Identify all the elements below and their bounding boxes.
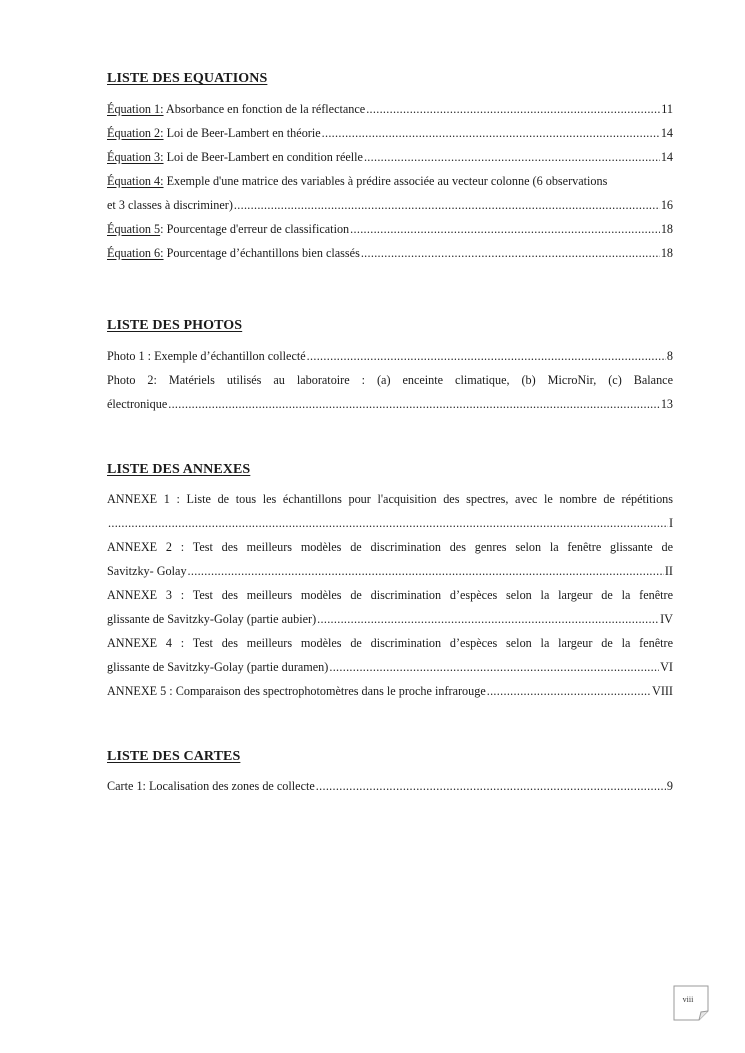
equation-entry-5[interactable] — [107, 218, 673, 241]
photo-text: Photo 2: Matériels utilisés au laboratoire : (a) enceinte climatique, (b) MicroNir, (c) Balance — [107, 373, 673, 387]
annexe-text: ANNEXE 1 : Liste de tous les échantillons pour l'acquisition des spectres, avec le nombre de répétitions — [107, 492, 673, 506]
leader-dots — [108, 512, 668, 535]
equation-entry-6[interactable] — [107, 242, 673, 265]
equation-label: Équation 5 — [107, 222, 161, 236]
page-ref: 18 — [660, 246, 673, 260]
page-ref: VI — [660, 660, 673, 674]
annexe-entry-1[interactable] — [107, 488, 673, 535]
photo-text: Photo 1 : Exemple d’échantillon collecté — [107, 349, 306, 363]
leader-dots — [188, 560, 664, 583]
equation-entry-1[interactable] — [107, 98, 673, 121]
cartes-heading: LISTE DES CARTES — [107, 749, 241, 764]
page-ref: 9 — [666, 779, 673, 793]
leader-dots — [366, 98, 660, 121]
annexe-text-continued: Savitzky- Golay — [107, 564, 187, 578]
equation-text: : Pourcentage d'erreur de classification — [160, 222, 350, 236]
equation-label: Équation 1: — [107, 102, 164, 116]
annexe-text: ANNEXE 2 : Test des meilleurs modèles de discrimination des genres selon la fenêtre glissante de — [107, 540, 673, 554]
equation-text: Exemple d'une matrice des variables à prédire associée au vecteur colonne (6 observations — [163, 174, 608, 188]
photo-entry-2[interactable] — [107, 369, 673, 416]
leader-dots — [487, 680, 651, 703]
leader-dots — [364, 146, 660, 169]
equation-text: Loi de Beer-Lambert en théorie — [163, 126, 321, 140]
annexe-text: ANNEXE 3 : Test des meilleurs modèles de discrimination d’espèces selon la largeur de la fenêtre — [107, 588, 673, 602]
carte-text: Carte 1: Localisation des zones de collecte — [107, 779, 315, 793]
page-ref: 11 — [661, 102, 673, 116]
page-ref: II — [664, 564, 673, 578]
page-ref: 8 — [666, 349, 673, 363]
equation-text-continued: et 3 classes à discriminer) — [107, 198, 233, 212]
equation-label: Équation 2: — [107, 126, 164, 140]
page-ref: 14 — [660, 150, 673, 164]
photo-entry-1[interactable] — [107, 345, 673, 368]
annexe-entry-2[interactable] — [107, 536, 673, 583]
annexe-text-continued: glissante de Savitzky-Golay (partie aubier) — [107, 612, 317, 626]
leader-dots — [322, 122, 660, 145]
equation-label: Équation 3: — [107, 150, 164, 164]
equation-entry-2[interactable] — [107, 122, 673, 145]
leader-dots — [329, 656, 659, 679]
equation-entry-3[interactable] — [107, 146, 673, 169]
annexe-entry-5[interactable] — [107, 680, 673, 703]
leader-dots — [307, 345, 666, 368]
photo-text-continued: électronique — [107, 397, 168, 411]
leader-dots — [168, 393, 660, 416]
equation-label: Équation 6: — [107, 246, 164, 260]
page-ref: I — [668, 516, 673, 530]
page-ref: VIII — [652, 684, 673, 698]
leader-dots — [316, 775, 666, 798]
page-ref: 13 — [660, 397, 673, 411]
page-number: viii — [682, 995, 694, 1004]
leader-dots — [350, 218, 660, 241]
page-ref: 16 — [660, 198, 673, 212]
leader-dots — [361, 242, 660, 265]
page-ref: 14 — [660, 126, 673, 140]
annexe-text: ANNEXE 5 : Comparaison des spectrophotomètres dans le proche infrarouge — [107, 684, 486, 698]
page-number-box — [673, 985, 709, 1021]
annexe-entry-3[interactable] — [107, 584, 673, 631]
carte-entry-1[interactable] — [107, 775, 673, 798]
leader-dots — [317, 608, 659, 631]
equation-entry-4[interactable] — [107, 170, 673, 217]
leader-dots — [234, 194, 660, 217]
page-ref: IV — [660, 612, 673, 626]
annexe-text: ANNEXE 4 : Test des meilleurs modèles de discrimination d’espèces selon la largeur de la fenêtre — [107, 636, 673, 650]
annexe-entry-4[interactable] — [107, 632, 673, 679]
page-ref: 18 — [660, 222, 673, 236]
annexes-heading: LISTE DES ANNEXES — [107, 462, 251, 477]
photos-heading: LISTE DES PHOTOS — [107, 318, 243, 333]
equations-heading: LISTE DES EQUATIONS — [107, 71, 268, 86]
equation-text: Pourcentage d’échantillons bien classés — [163, 246, 360, 260]
annexe-text-continued: glissante de Savitzky-Golay (partie duramen) — [107, 660, 329, 674]
equation-text: Loi de Beer-Lambert en condition réelle — [163, 150, 363, 164]
equation-text: Absorbance en fonction de la réflectance — [163, 102, 366, 116]
equation-label: Équation 4: — [107, 174, 164, 188]
